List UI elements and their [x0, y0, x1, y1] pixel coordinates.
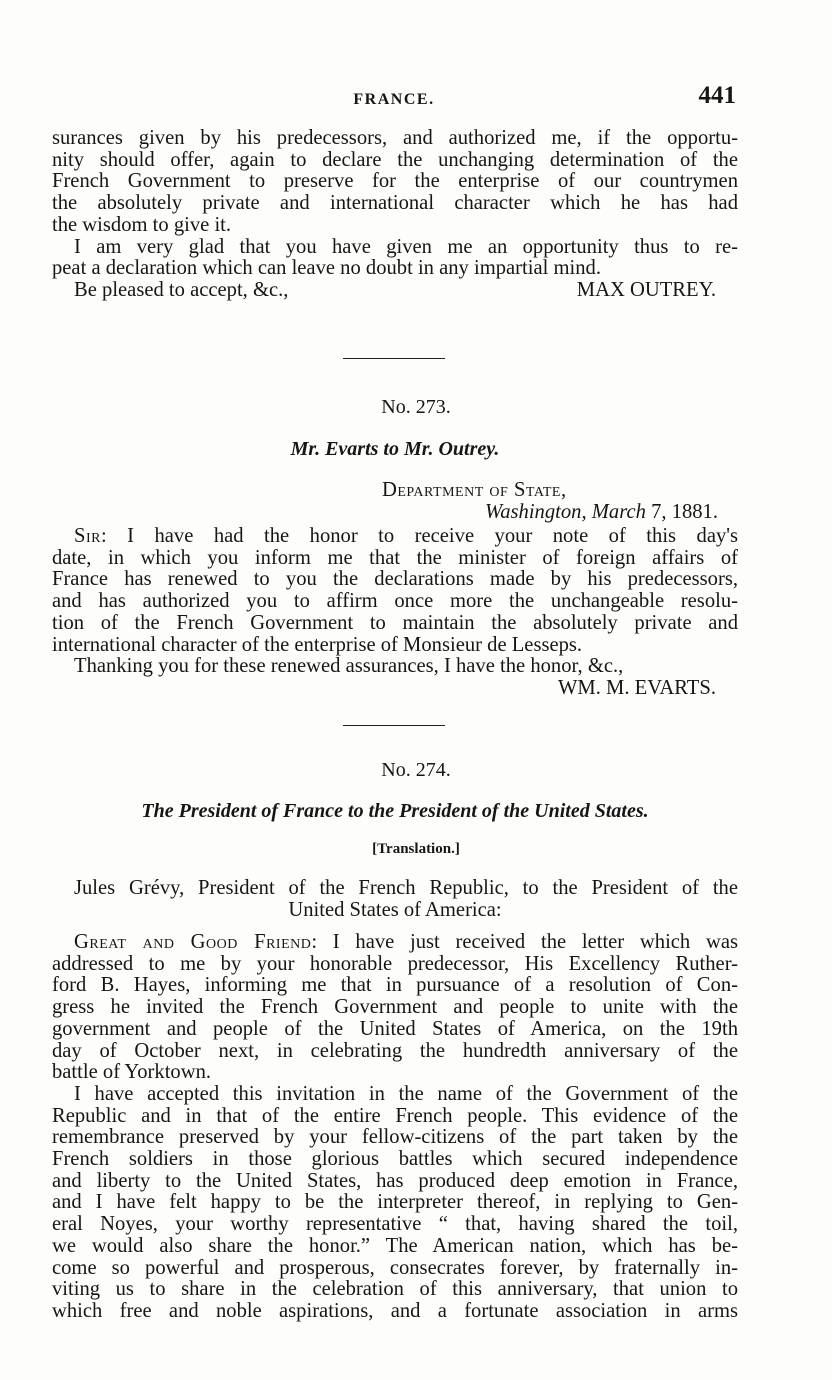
- text-line: and I have felt happy to be the interpreter thereof, in replying to Gen-: [52, 1191, 738, 1214]
- text-line: gress he invited the French Government and people to unite with the: [52, 996, 738, 1019]
- text-line: government and people of the United States of America, on the 19th: [52, 1017, 738, 1040]
- text-line: international character of the enterprise of Monsieur de Lesseps.: [52, 633, 583, 656]
- text-line: tion of the French Government to maintain the absolutely private and: [52, 611, 738, 634]
- text-line: date, in which you inform me that the minister of foreign affairs of: [52, 546, 738, 569]
- salutation: Sir: [74, 525, 101, 547]
- text-line: nity should offer, again to declare the unchanging determination of the: [52, 148, 738, 171]
- text-line: come so powerful and prosperous, consecrates forever, by fraternally in-: [52, 1256, 738, 1279]
- dateline: [52, 480, 738, 523]
- address-line: United States of America:: [288, 898, 502, 921]
- text-segment: : I have had the honor to receive your note of this day's: [100, 525, 738, 547]
- dateline-org: Department of State,: [382, 479, 567, 501]
- text-line: the absolutely private and international character which he has had: [52, 192, 738, 215]
- text-line: viting us to share in the celebration of this anniversary, that union to: [52, 1278, 738, 1301]
- closing-line: Thanking you for these renewed assurances, I have the honor, &c.,: [74, 655, 624, 678]
- document-title: The President of France to the President of the United States.: [141, 800, 649, 822]
- page-number: 441: [698, 82, 736, 109]
- text-line: eral Noyes, your worthy representative “ that, having shared the toil,: [52, 1213, 738, 1236]
- text-line: which free and noble aspirations, and a fortunate association in arms: [52, 1299, 738, 1322]
- letter-274-body: [52, 932, 738, 1323]
- dateline-place-text: Washington, March: [484, 500, 646, 523]
- dateline-date: 7, 1881.: [645, 500, 718, 523]
- text-line: remembrance preserved by your fellow-citizens of the part taken by the: [52, 1126, 738, 1149]
- text-line: [52, 932, 738, 954]
- text-line: France has renewed to you the declarations made by his predecessors,: [52, 568, 738, 591]
- section-divider: [343, 358, 445, 359]
- text-line: [52, 526, 738, 548]
- section-divider: [343, 725, 445, 726]
- text-line: Republic and in that of the entire French people. This evidence of the: [52, 1104, 738, 1127]
- translation-note: [Translation.]: [372, 841, 460, 857]
- running-head: FRANCE.: [353, 91, 435, 108]
- text-line: French Government to preserve for the enterprise of our countrymen: [52, 170, 738, 193]
- text-segment: : I have just received the letter which was: [311, 931, 738, 953]
- address-line: Jules Grévy, President of the French Republic, to the President of the: [74, 877, 738, 899]
- salutation: Great and Good Friend: [74, 931, 312, 953]
- text-line: addressed to me by your honorable predecessor, His Excellency Ruther-: [52, 952, 738, 975]
- previous-letter-body: [52, 128, 738, 302]
- signature: WM. M. EVARTS.: [557, 676, 716, 699]
- text-line: peat a declaration which can leave no doubt in any impartial mind.: [52, 257, 601, 280]
- text-line: I am very glad that you have given me an opportunity thus to re-: [74, 235, 738, 258]
- address-block: [52, 878, 738, 921]
- closing-line: Be pleased to accept, &c.,: [74, 278, 289, 301]
- page-header: [52, 82, 736, 112]
- document-title: Mr. Evarts to Mr. Outrey.: [290, 438, 500, 460]
- text-line: French soldiers in those glorious battles which secured independence: [52, 1148, 738, 1171]
- text-line: ford B. Hayes, informing me that in pursuance of a resolution of Con-: [52, 974, 738, 997]
- text-line: day of October next, in celebrating the hundredth anniversary of the: [52, 1039, 738, 1062]
- text-line: I have accepted this invitation in the name of the Government of the: [74, 1082, 738, 1105]
- document-number: No. 274.: [381, 759, 451, 781]
- text-line: we would also share the honor.” The American nation, which has be-: [52, 1234, 738, 1257]
- text-line: battle of Yorktown.: [52, 1061, 212, 1084]
- letter-273-body: [52, 526, 738, 700]
- text-line: surances given by his predecessors, and authorized me, if the opportu-: [52, 127, 738, 149]
- dateline-place: [52, 502, 738, 524]
- text-line: the wisdom to give it.: [52, 213, 232, 236]
- document-number: No. 273.: [381, 396, 451, 418]
- text-line: and liberty to the United States, has produced deep emotion in France,: [52, 1169, 738, 1192]
- text-line: and has authorized you to affirm once more the unchangeable resolu-: [52, 590, 738, 613]
- signature: MAX OUTREY.: [576, 278, 716, 301]
